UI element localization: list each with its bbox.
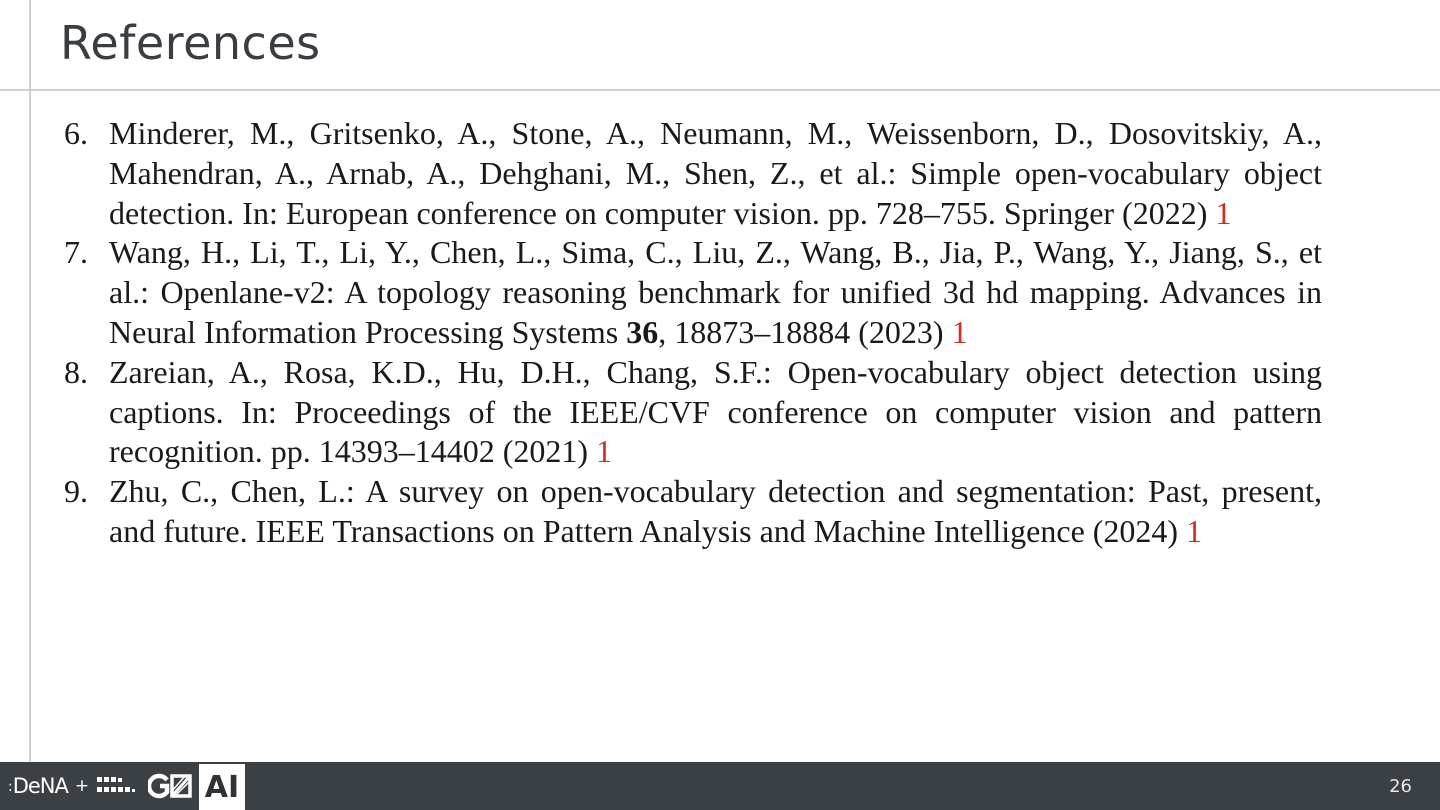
left-rule [29, 0, 31, 762]
backref-link[interactable]: 1 [1215, 194, 1232, 231]
backref-link[interactable]: 1 [596, 433, 613, 470]
title-rule [0, 89, 1440, 91]
reference-text [109, 234, 1322, 350]
reference-item [64, 114, 1322, 233]
reference-text: Minderer, M., Gritsenko, A., Stone, A., Neumann, M., Weissenborn, D., Dosovitskiy, A., Mahendran, A., Arnab, A., Dehghani, M., Shen, Z., et al.: Simple open-vocabulary object detection. In: European conference on computer vision. pp. 728–755. Springer (2022) [109, 115, 1322, 231]
ai-badge: AI [199, 764, 245, 810]
slide-title: References [60, 16, 321, 70]
reference-number: 6. [64, 115, 88, 151]
page-number: 26 [1389, 776, 1412, 797]
backref-link[interactable]: 1 [1186, 512, 1203, 549]
dena-logo-text: DeNA [12, 774, 68, 798]
plus-sign: + [74, 776, 90, 796]
go-brand-logo-icon [148, 772, 192, 800]
brand-logos [0, 762, 196, 810]
dena-dots-icon: : [8, 779, 12, 795]
reference-list [64, 114, 1322, 552]
reference-item [64, 472, 1322, 552]
dena-logo [8, 774, 68, 798]
jp-brand-logo-icon [96, 775, 142, 797]
reference-text-main: Wang, H., Li, T., Li, Y., Chen, L., Sima, C., Liu, Z., Wang, B., Jia, P., Wang, Y., Jiang, S., et al.: Openlane-v2: A topology reasoning benchmark for unified 3d hd mapping. Advances in Neural Information Processing Systems [109, 234, 1322, 350]
footer-bar [0, 762, 1440, 810]
reference-item [64, 353, 1322, 472]
backref-link[interactable]: 1 [951, 313, 968, 350]
reference-text: Zareian, A., Rosa, K.D., Hu, D.H., Chang, S.F.: Open-vocabulary object detection using captions. In: Proceedings of the IEEE/CVF conference on computer vision and pattern recognition. pp. 14393–14402 (2021) [109, 353, 1322, 470]
reference-number: 8. [64, 353, 88, 390]
reference-volume: 36 [626, 313, 659, 350]
reference-number: 9. [64, 473, 88, 510]
reference-item [64, 233, 1322, 352]
reference-text-tail: , 18873–18884 (2023) [658, 313, 944, 350]
reference-text: Zhu, C., Chen, L.: A survey on open-vocabulary detection and segmentation: Past, present, and future. IEEE Transactions on Pattern Analysis and Machine Intelligence (2024) [109, 473, 1322, 549]
reference-number: 7. [64, 234, 88, 271]
